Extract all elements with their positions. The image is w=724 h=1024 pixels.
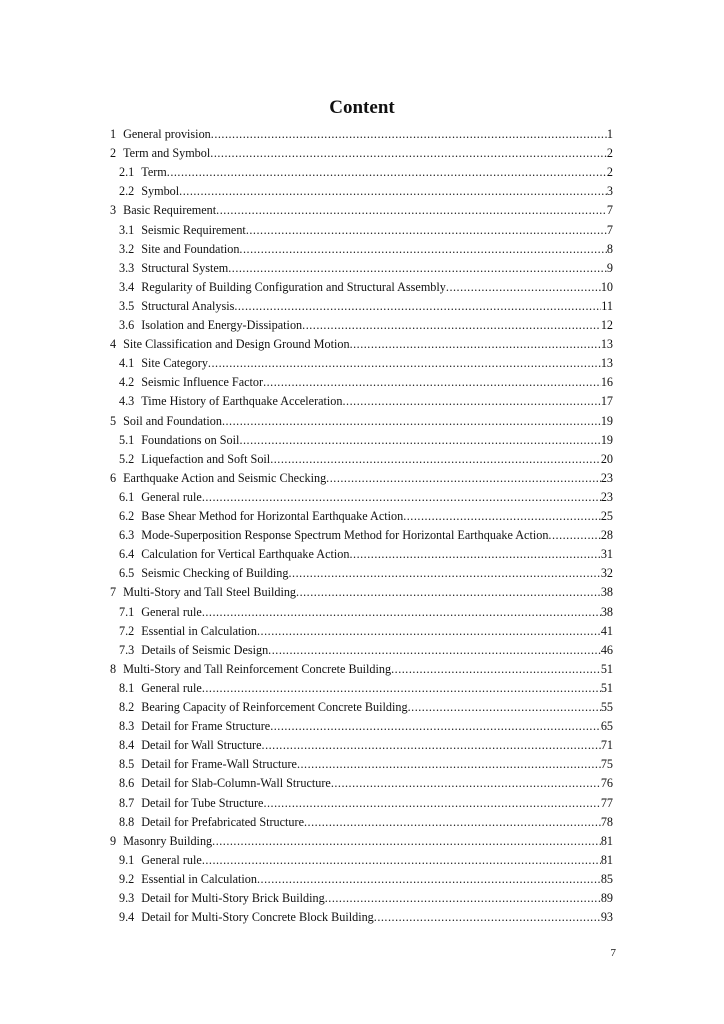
toc-entry-text: General rule — [141, 489, 202, 504]
toc-entry-title — [119, 755, 297, 774]
toc-entry-text: Detail for Multi-Story Concrete Block Building — [141, 910, 374, 925]
toc-entry-number: 3.6 — [119, 318, 135, 332]
toc-entry-title — [119, 392, 343, 411]
toc-entry — [110, 469, 613, 488]
toc-entry-title — [119, 564, 289, 583]
toc-entry-number: 2.2 — [119, 184, 135, 199]
toc-entry-page: 8 — [606, 241, 613, 256]
toc-entry-title — [119, 221, 246, 240]
toc-leader-dots — [403, 507, 601, 526]
toc-entry — [110, 660, 613, 679]
toc-entry-page: 13 — [600, 337, 613, 352]
toc-entry-text: Masonry Building — [123, 833, 213, 848]
toc-entry-text: Term — [141, 165, 167, 180]
toc-entry-page: 38 — [600, 585, 613, 600]
toc-leader-dots — [211, 125, 607, 144]
toc-entry-page: 55 — [600, 700, 613, 714]
toc-entry-title — [110, 583, 296, 602]
toc-entry-text: Seismic Requirement — [141, 222, 246, 237]
toc-leader-dots — [202, 603, 601, 622]
toc-entry-text: Detail for Frame Structure — [141, 719, 271, 734]
toc-entry-title — [110, 125, 211, 144]
toc-entry-number: 3.4 — [119, 279, 135, 294]
toc-entry — [119, 373, 613, 392]
toc-entry-title — [119, 259, 228, 278]
toc-entry-text: Detail for Prefabricated Structure — [141, 814, 304, 829]
toc-entry — [119, 297, 613, 316]
toc-entry-page: 1 — [606, 127, 613, 141]
page-number: 7 — [610, 947, 616, 959]
toc-entry-page: 2 — [606, 165, 613, 180]
toc-entry — [110, 335, 613, 354]
toc-entry-page: 65 — [600, 719, 613, 734]
toc-entry-text: Seismic Influence Factor — [141, 375, 264, 390]
toc-leader-dots — [408, 698, 601, 717]
toc-entry — [119, 526, 613, 545]
toc-leader-dots — [179, 182, 607, 201]
toc-entry-title — [119, 526, 548, 545]
toc-entry-number: 1 — [110, 127, 117, 141]
toc-entry-page: 2 — [606, 146, 613, 161]
toc-entry-title — [119, 870, 257, 889]
toc-entry-page: 41 — [600, 623, 613, 638]
toc-entry-text: Site Category — [141, 356, 208, 371]
toc-entry-page: 11 — [601, 298, 613, 313]
toc-entry-number: 8.8 — [119, 814, 135, 829]
toc-leader-dots — [216, 201, 607, 220]
toc-entry — [119, 622, 613, 641]
toc-entry-number: 7 — [110, 585, 117, 600]
toc-leader-dots — [228, 259, 607, 278]
toc-entry — [119, 488, 613, 507]
toc-leader-dots — [270, 717, 601, 736]
toc-entry-number: 6.1 — [119, 489, 135, 504]
toc-entry-page: 19 — [600, 413, 613, 428]
toc-leader-dots — [246, 221, 607, 240]
toc-entry — [110, 201, 613, 220]
toc-leader-dots — [268, 641, 601, 660]
toc-entry — [110, 125, 613, 144]
toc-entry-text: Foundations on Soil — [141, 432, 240, 447]
toc-entry-text: Bearing Capacity of Reinforcement Concrete Building — [141, 700, 408, 714]
toc-entry-title — [110, 469, 326, 488]
toc-entry-number: 3.3 — [119, 260, 135, 275]
toc-entry-number: 8.3 — [119, 719, 135, 734]
toc-entry-page: 71 — [600, 738, 613, 753]
toc-entry-text: Liquefaction and Soft Soil — [141, 451, 271, 466]
toc-entry-title — [119, 603, 202, 622]
toc-entry-page: 31 — [600, 547, 613, 562]
toc-entry-page: 93 — [600, 910, 613, 925]
toc-leader-dots — [212, 832, 601, 851]
toc-entry-title — [119, 278, 446, 297]
toc-entry-number: 9.1 — [119, 852, 135, 867]
toc-entry — [119, 679, 613, 698]
toc-entry-title — [119, 488, 202, 507]
toc-entry-text: Symbol — [141, 184, 180, 199]
toc-entry-number: 9 — [110, 833, 117, 848]
toc-entry-title — [119, 717, 270, 736]
toc-leader-dots — [296, 583, 601, 602]
toc-entry — [119, 736, 613, 755]
toc-leader-dots — [167, 163, 607, 182]
toc-entry-text: Structural Analysis — [141, 298, 235, 313]
toc-entry — [119, 755, 613, 774]
toc-entry-page: 28 — [600, 528, 613, 543]
toc-entry-number: 6.3 — [119, 528, 135, 543]
toc-entry-page: 13 — [600, 356, 613, 371]
toc-leader-dots — [349, 545, 600, 564]
toc-entry-title — [110, 201, 216, 220]
toc-entry — [119, 564, 613, 583]
page-title: Content — [329, 97, 395, 118]
toc-leader-dots — [289, 564, 601, 583]
toc-entry-page: 51 — [600, 680, 613, 695]
toc-entry-text: Multi-Story and Tall Steel Building — [123, 585, 297, 600]
toc-entry-title — [119, 774, 331, 793]
toc-entry-page: 9 — [606, 260, 613, 275]
toc-entry-number: 9.4 — [119, 910, 135, 925]
toc-entry-text: Detail for Multi-Story Brick Building — [141, 891, 325, 905]
toc-entry-title — [119, 679, 202, 698]
toc-leader-dots — [297, 755, 601, 774]
toc-entry-number: 5.2 — [119, 451, 135, 466]
toc-entry-page: 12 — [600, 318, 613, 332]
toc-leader-dots — [234, 297, 601, 316]
toc-entry-page: 3 — [606, 184, 613, 199]
toc-entry-page: 76 — [600, 776, 613, 791]
toc-entry — [119, 278, 613, 297]
toc-entry-title — [119, 851, 202, 870]
toc-entry-text: Earthquake Action and Seismic Checking — [123, 470, 327, 485]
toc-entry-text: Multi-Story and Tall Reinforcement Concrete Building — [123, 661, 392, 676]
toc-entry-number: 6.2 — [119, 509, 135, 523]
toc-leader-dots — [208, 354, 601, 373]
toc-entry — [119, 450, 613, 469]
toc-entry-text: Detail for Wall Structure — [141, 738, 262, 753]
toc-entry-number: 8.2 — [119, 700, 135, 714]
toc-entry-title — [119, 316, 302, 335]
toc-entry — [119, 717, 613, 736]
toc-entry-text: Structural System — [141, 260, 229, 275]
toc-entry-text: General provision — [123, 127, 211, 141]
toc-entry-number: 9.2 — [119, 871, 135, 886]
toc-entry-number: 6.5 — [119, 566, 135, 581]
toc-leader-dots — [263, 794, 600, 813]
toc-entry-number: 5.1 — [119, 432, 135, 447]
toc-entry-page: 20 — [600, 451, 613, 466]
toc-entry-text: Site and Foundation — [141, 241, 240, 256]
toc-leader-dots — [548, 526, 600, 545]
toc-entry-number: 4.3 — [119, 394, 135, 409]
toc-entry-page: 23 — [600, 489, 613, 504]
toc-entry-page: 89 — [600, 891, 613, 905]
toc-leader-dots — [374, 908, 601, 927]
toc-entry-page: 16 — [600, 375, 613, 390]
toc-entry — [119, 908, 613, 927]
toc-entry-number: 9.3 — [119, 891, 135, 905]
toc-leader-dots — [222, 412, 601, 431]
toc-entry — [119, 182, 613, 201]
toc-entry — [119, 163, 613, 182]
toc-entry-title — [110, 335, 350, 354]
toc-leader-dots — [262, 736, 601, 755]
toc-entry-title — [119, 545, 349, 564]
toc-entry-text: Term and Symbol — [123, 146, 211, 161]
toc-entry-text: Calculation for Vertical Earthquake Action — [141, 547, 350, 562]
toc-leader-dots — [446, 278, 601, 297]
toc-entry-title — [119, 736, 262, 755]
toc-entry-page: 85 — [600, 871, 613, 886]
toc-entry-number: 4 — [110, 337, 117, 352]
toc-entry — [119, 603, 613, 622]
toc-entry-page: 19 — [600, 432, 613, 447]
toc-entry-title — [119, 354, 208, 373]
toc-entry-page: 38 — [600, 604, 613, 619]
toc-entry-title — [119, 794, 263, 813]
toc-entry-page: 78 — [600, 814, 613, 829]
toc-leader-dots — [391, 660, 601, 679]
toc-entry-page: 81 — [600, 833, 613, 848]
toc-entry — [119, 354, 613, 373]
toc-entry — [119, 221, 613, 240]
toc-entry — [119, 698, 613, 717]
toc-leader-dots — [263, 373, 601, 392]
toc-leader-dots — [325, 889, 601, 908]
toc-entry-title — [119, 431, 239, 450]
toc-entry-number: 2.1 — [119, 165, 135, 180]
toc-entry — [119, 813, 613, 832]
toc-entry — [119, 316, 613, 335]
toc-entry — [119, 507, 613, 526]
toc-entry-text: Basic Requirement — [123, 203, 217, 218]
toc-entry-text: Details of Seismic Design — [141, 642, 269, 657]
toc-entry — [119, 794, 613, 813]
toc-entry-page: 32 — [600, 566, 613, 581]
toc-entry-title — [119, 698, 408, 717]
toc-entry-number: 2 — [110, 146, 117, 161]
toc-entry-page: 75 — [600, 757, 613, 772]
toc-entry — [119, 851, 613, 870]
toc-leader-dots — [210, 144, 607, 163]
toc-entry — [119, 392, 613, 411]
toc-entry-text: Detail for Slab-Column-Wall Structure — [141, 776, 331, 791]
toc-entry-title — [119, 297, 234, 316]
toc-entry — [110, 583, 613, 602]
toc-entry-number: 3 — [110, 203, 117, 218]
toc-entry-text: Regularity of Building Configuration and Structural Assembly — [141, 279, 446, 294]
toc-leader-dots — [202, 679, 601, 698]
toc-entry-title — [119, 622, 257, 641]
toc-entry-number: 3.2 — [119, 241, 135, 256]
toc-entry-title — [110, 832, 212, 851]
toc-entry-page: 77 — [600, 795, 613, 810]
toc-entry-page: 7 — [606, 203, 613, 218]
toc-entry — [119, 870, 613, 889]
toc-entry-text: General rule — [141, 680, 202, 695]
toc-entry — [110, 832, 613, 851]
toc-entry-text: Site Classification and Design Ground Motion — [123, 337, 350, 352]
toc-leader-dots — [202, 488, 601, 507]
toc-entry-title — [119, 813, 304, 832]
toc-leader-dots — [302, 316, 601, 335]
toc-entry-number: 5 — [110, 413, 117, 428]
toc-entry-title — [119, 450, 270, 469]
toc-entry-page: 17 — [600, 394, 613, 409]
toc-leader-dots — [257, 622, 601, 641]
toc-entry-number: 4.1 — [119, 356, 135, 371]
toc-leader-dots — [326, 469, 601, 488]
toc-leader-dots — [239, 240, 606, 259]
toc-entry-page: 7 — [606, 222, 613, 237]
toc-entry-page: 25 — [600, 509, 613, 523]
toc-entry-text: Soil and Foundation — [123, 413, 222, 428]
toc-entry-title — [119, 182, 179, 201]
toc-entry-number: 7.2 — [119, 623, 135, 638]
toc-entry-number: 8.6 — [119, 776, 135, 791]
toc-entry-title — [119, 908, 374, 927]
toc-entry-page: 51 — [600, 661, 613, 676]
toc-entry-number: 8.5 — [119, 757, 135, 772]
toc-entry-number: 8.4 — [119, 738, 135, 753]
toc-entry-number: 7.1 — [119, 604, 135, 619]
toc-entry-title — [119, 889, 325, 908]
toc-entry-number: 7.3 — [119, 642, 135, 657]
toc-entry-page: 10 — [600, 279, 613, 294]
toc-entry-text: Seismic Checking of Building — [141, 566, 289, 581]
toc-entry-text: Essential in Calculation — [141, 623, 257, 638]
toc-entry-text: Detail for Frame-Wall Structure — [141, 757, 297, 772]
toc-entry — [119, 889, 613, 908]
toc-leader-dots — [239, 431, 600, 450]
toc-entry — [119, 545, 613, 564]
toc-entry-title — [119, 641, 268, 660]
toc-leader-dots — [304, 813, 601, 832]
toc-leader-dots — [350, 335, 601, 354]
toc-leader-dots — [202, 851, 601, 870]
toc-entry-text: Base Shear Method for Horizontal Earthquake Action — [141, 509, 404, 523]
toc-entry-page: 23 — [600, 470, 613, 485]
toc-entry-number: 4.2 — [119, 375, 135, 390]
toc-entry-number: 3.5 — [119, 298, 135, 313]
toc-entry-title — [119, 373, 263, 392]
toc-entry-number: 8.7 — [119, 795, 135, 810]
toc-entry-title — [119, 507, 403, 526]
toc-entry-number: 6.4 — [119, 547, 135, 562]
toc-entry-text: Time History of Earthquake Acceleration — [141, 394, 343, 409]
toc-entry-title — [110, 412, 222, 431]
toc-entry — [110, 144, 613, 163]
toc-entry-title — [119, 163, 167, 182]
toc-entry-text: Detail for Tube Structure — [141, 795, 264, 810]
toc-entry — [119, 431, 613, 450]
toc-entry-text: Isolation and Energy-Dissipation — [141, 318, 303, 332]
toc-entry-page: 46 — [600, 642, 613, 657]
toc-entry — [119, 240, 613, 259]
toc-entry-number: 8 — [110, 661, 117, 676]
toc-entry-title — [110, 144, 210, 163]
toc-entry-page: 81 — [600, 852, 613, 867]
toc-entry-number: 6 — [110, 470, 117, 485]
toc-leader-dots — [343, 392, 601, 411]
toc-entry-number: 8.1 — [119, 680, 135, 695]
toc-entry-text: Essential in Calculation — [141, 871, 257, 886]
toc-entry-title — [119, 240, 239, 259]
toc-leader-dots — [331, 774, 601, 793]
toc-entry — [119, 259, 613, 278]
toc-entry-text: General rule — [141, 852, 202, 867]
toc-entry — [119, 641, 613, 660]
toc-entry-text: General rule — [141, 604, 202, 619]
toc-entry-number: 3.1 — [119, 222, 135, 237]
toc-entry-text: Mode-Superposition Response Spectrum Method for Horizontal Earthquake Action — [141, 528, 549, 543]
toc-entry — [110, 412, 613, 431]
toc-entry — [119, 774, 613, 793]
toc-leader-dots — [257, 870, 601, 889]
toc-entry-title — [110, 660, 391, 679]
toc-leader-dots — [270, 450, 601, 469]
